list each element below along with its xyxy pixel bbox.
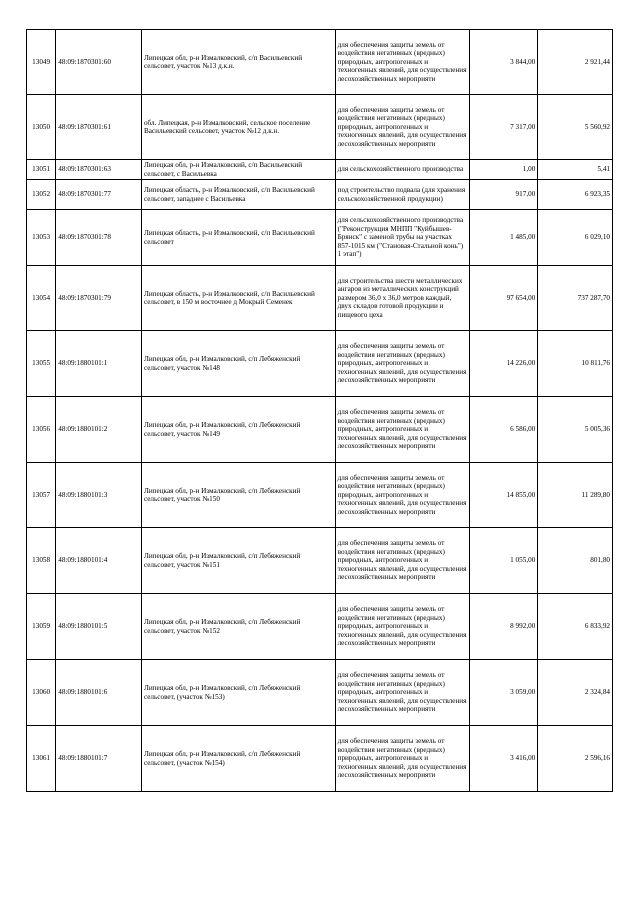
permitted-use: для обеспечения защиты земель от воздействия негативных (вредных) природных, антропогенных и техногенных явлений, для осуществления лесохозяйственных мероприяти bbox=[335, 331, 469, 397]
permitted-use: для обеспечения защиты земель от воздействия негативных (вредных) природных, антропогенных и техногенных явлений, для осуществления лесохозяйственных мероприяти bbox=[335, 726, 469, 792]
table-row bbox=[27, 266, 613, 331]
address: Липецкая обл, р-н Измалковский, с/п Лебяженский сельсовет, участок №151 bbox=[141, 528, 335, 594]
address: Липецкая обл, р-н Измалковский, с/п Лебяженский сельсовет, (участок №153) bbox=[141, 660, 335, 726]
table-row bbox=[27, 210, 613, 266]
cadastral-cost: 6 029,10 bbox=[538, 210, 613, 266]
row-number: 13052 bbox=[27, 180, 56, 210]
cadastral-cost: 10 811,76 bbox=[538, 331, 613, 397]
area: 14 226,00 bbox=[469, 331, 538, 397]
table-row bbox=[27, 160, 613, 180]
table-row bbox=[27, 463, 613, 528]
cadastral-number: 48:09:1870301:63 bbox=[56, 160, 142, 180]
row-number: 13053 bbox=[27, 210, 56, 266]
cadastral-number: 48:09:1870301:60 bbox=[56, 30, 142, 95]
permitted-use: под строительство подвала (для хранения сельскохозяйственной продукции) bbox=[335, 180, 469, 210]
cadastral-number: 48:09:1880101:2 bbox=[56, 397, 142, 463]
cadastral-number: 48:09:1880101:6 bbox=[56, 660, 142, 726]
address: Липецкая обл, р-н Измалковский, с/п Васильевский сельсовет, участок №13 д.к.н. bbox=[141, 30, 335, 95]
area: 1 485,00 bbox=[469, 210, 538, 266]
permitted-use: для обеспечения защиты земель от воздействия негативных (вредных) природных, антропогенных и техногенных явлений, для осуществления лесохозяйственных мероприяти bbox=[335, 30, 469, 95]
row-number: 13061 bbox=[27, 726, 56, 792]
cadastral-cost: 5,41 bbox=[538, 160, 613, 180]
address: Липецкая область, р-н Измалковский, с/п Васильевский сельсовет bbox=[141, 210, 335, 266]
cadastral-cost: 6 923,35 bbox=[538, 180, 613, 210]
cadastral-cost: 2 324,84 bbox=[538, 660, 613, 726]
cadastral-cost: 737 287,70 bbox=[538, 266, 613, 331]
cadastral-cost: 2 596,16 bbox=[538, 726, 613, 792]
table-row bbox=[27, 180, 613, 210]
address: Липецкая обл, р-н Измалковский, с/п Лебяженский сельсовет, участок №150 bbox=[141, 463, 335, 528]
cadastral-number: 48:09:1870301:78 bbox=[56, 210, 142, 266]
cadastral-number: 48:09:1880101:1 bbox=[56, 331, 142, 397]
row-number: 13060 bbox=[27, 660, 56, 726]
row-number: 13049 bbox=[27, 30, 56, 95]
permitted-use: для обеспечения защиты земель от воздействия негативных (вредных) природных, антропогенных и техногенных явлений, для осуществления лесохозяйственных мероприяти bbox=[335, 594, 469, 660]
cadastral-number: 48:09:1870301:79 bbox=[56, 266, 142, 331]
table-row bbox=[27, 331, 613, 397]
permitted-use: для обеспечения защиты земель от воздействия негативных (вредных) природных, антропогенных и техногенных явлений, для осуществления лесохозяйственных мероприяти bbox=[335, 660, 469, 726]
area: 97 654,00 bbox=[469, 266, 538, 331]
permitted-use: для обеспечения защиты земель от воздействия негативных (вредных) природных, антропогенных и техногенных явлений, для осуществления лесохозяйственных мероприяти bbox=[335, 463, 469, 528]
area: 1 055,00 bbox=[469, 528, 538, 594]
area: 3 059,00 bbox=[469, 660, 538, 726]
area: 3 844,00 bbox=[469, 30, 538, 95]
permitted-use: для строительства шести металлических ангаров из металлических конструкций размером 36,0 х 36,0 метров каждый, двух складов готовой продукции и пищевого цеха bbox=[335, 266, 469, 331]
area: 6 586,00 bbox=[469, 397, 538, 463]
address: Липецкая обл, р-н Измалковский, с/п Лебяженский сельсовет, участок №148 bbox=[141, 331, 335, 397]
cadastral-cost: 11 289,80 bbox=[538, 463, 613, 528]
area: 7 317,00 bbox=[469, 95, 538, 160]
area: 14 855,00 bbox=[469, 463, 538, 528]
table-row bbox=[27, 95, 613, 160]
address: Липецкая обл, р-н Измалковский, с/п Васильевский сельсовет, с Васильевка bbox=[141, 160, 335, 180]
table-row bbox=[27, 660, 613, 726]
permitted-use: для обеспечения защиты земель от воздействия негативных (вредных) природных, антропогенных и техногенных явлений, для осуществления лесохозяйственных мероприяти bbox=[335, 95, 469, 160]
cadastral-number: 48:09:1880101:4 bbox=[56, 528, 142, 594]
cadastral-cost: 6 833,92 bbox=[538, 594, 613, 660]
table-row bbox=[27, 528, 613, 594]
area: 1,00 bbox=[469, 160, 538, 180]
cadastral-number: 48:09:1870301:77 bbox=[56, 180, 142, 210]
cadastral-cost: 5 005,36 bbox=[538, 397, 613, 463]
cadastral-number: 48:09:1880101:7 bbox=[56, 726, 142, 792]
permitted-use: для сельскохозяйственного производства ("Реконструкция МНПП "Куйбышев-Брянск" с заменой трубы на участках 857-1015 км ("Становая-Стальной конь") 1 этап") bbox=[335, 210, 469, 266]
area: 917,00 bbox=[469, 180, 538, 210]
row-number: 13059 bbox=[27, 594, 56, 660]
row-number: 13051 bbox=[27, 160, 56, 180]
row-number: 13054 bbox=[27, 266, 56, 331]
cadastral-number: 48:09:1870301:61 bbox=[56, 95, 142, 160]
address: Липецкая обл, р-н Измалковский, с/п Лебяженский сельсовет, участок №152 bbox=[141, 594, 335, 660]
row-number: 13058 bbox=[27, 528, 56, 594]
permitted-use: для обеспечения защиты земель от воздействия негативных (вредных) природных, антропогенных и техногенных явлений, для осуществления лесохозяйственных мероприяти bbox=[335, 528, 469, 594]
permitted-use: для обеспечения защиты земель от воздействия негативных (вредных) природных, антропогенных и техногенных явлений, для осуществления лесохозяйственных мероприяти bbox=[335, 397, 469, 463]
table-row bbox=[27, 594, 613, 660]
row-number: 13050 bbox=[27, 95, 56, 160]
address: обл. Липецкая, р-н Измалковский, сельское поселение Васильевский сельсовет, участок №12 д.к.н. bbox=[141, 95, 335, 160]
table-row bbox=[27, 30, 613, 95]
row-number: 13056 bbox=[27, 397, 56, 463]
address: Липецкая обл, р-н Измалковский, с/п Лебяженский сельсовет, участок №149 bbox=[141, 397, 335, 463]
address: Липецкая обл, р-н Измалковский, с/п Лебяженский сельсовет, (участок №154) bbox=[141, 726, 335, 792]
row-number: 13057 bbox=[27, 463, 56, 528]
cadastral-number: 48:09:1880101:3 bbox=[56, 463, 142, 528]
land-registry-table bbox=[26, 29, 613, 792]
address: Липецкая область, р-н Измалковский, с/п Васильевский сельсовет, в 150 м восточнее д Мокрый Семенек bbox=[141, 266, 335, 331]
area: 8 992,00 bbox=[469, 594, 538, 660]
table-row bbox=[27, 726, 613, 792]
table-row bbox=[27, 397, 613, 463]
cadastral-cost: 801,80 bbox=[538, 528, 613, 594]
cadastral-cost: 2 921,44 bbox=[538, 30, 613, 95]
area: 3 416,00 bbox=[469, 726, 538, 792]
permitted-use: для сельскохозяйственного производства bbox=[335, 160, 469, 180]
address: Липецкая область, р-н Измалковский, с/п Васильевский сельсовет, западнее с Васильевка bbox=[141, 180, 335, 210]
row-number: 13055 bbox=[27, 331, 56, 397]
cadastral-number: 48:09:1880101:5 bbox=[56, 594, 142, 660]
cadastral-cost: 5 560,92 bbox=[538, 95, 613, 160]
